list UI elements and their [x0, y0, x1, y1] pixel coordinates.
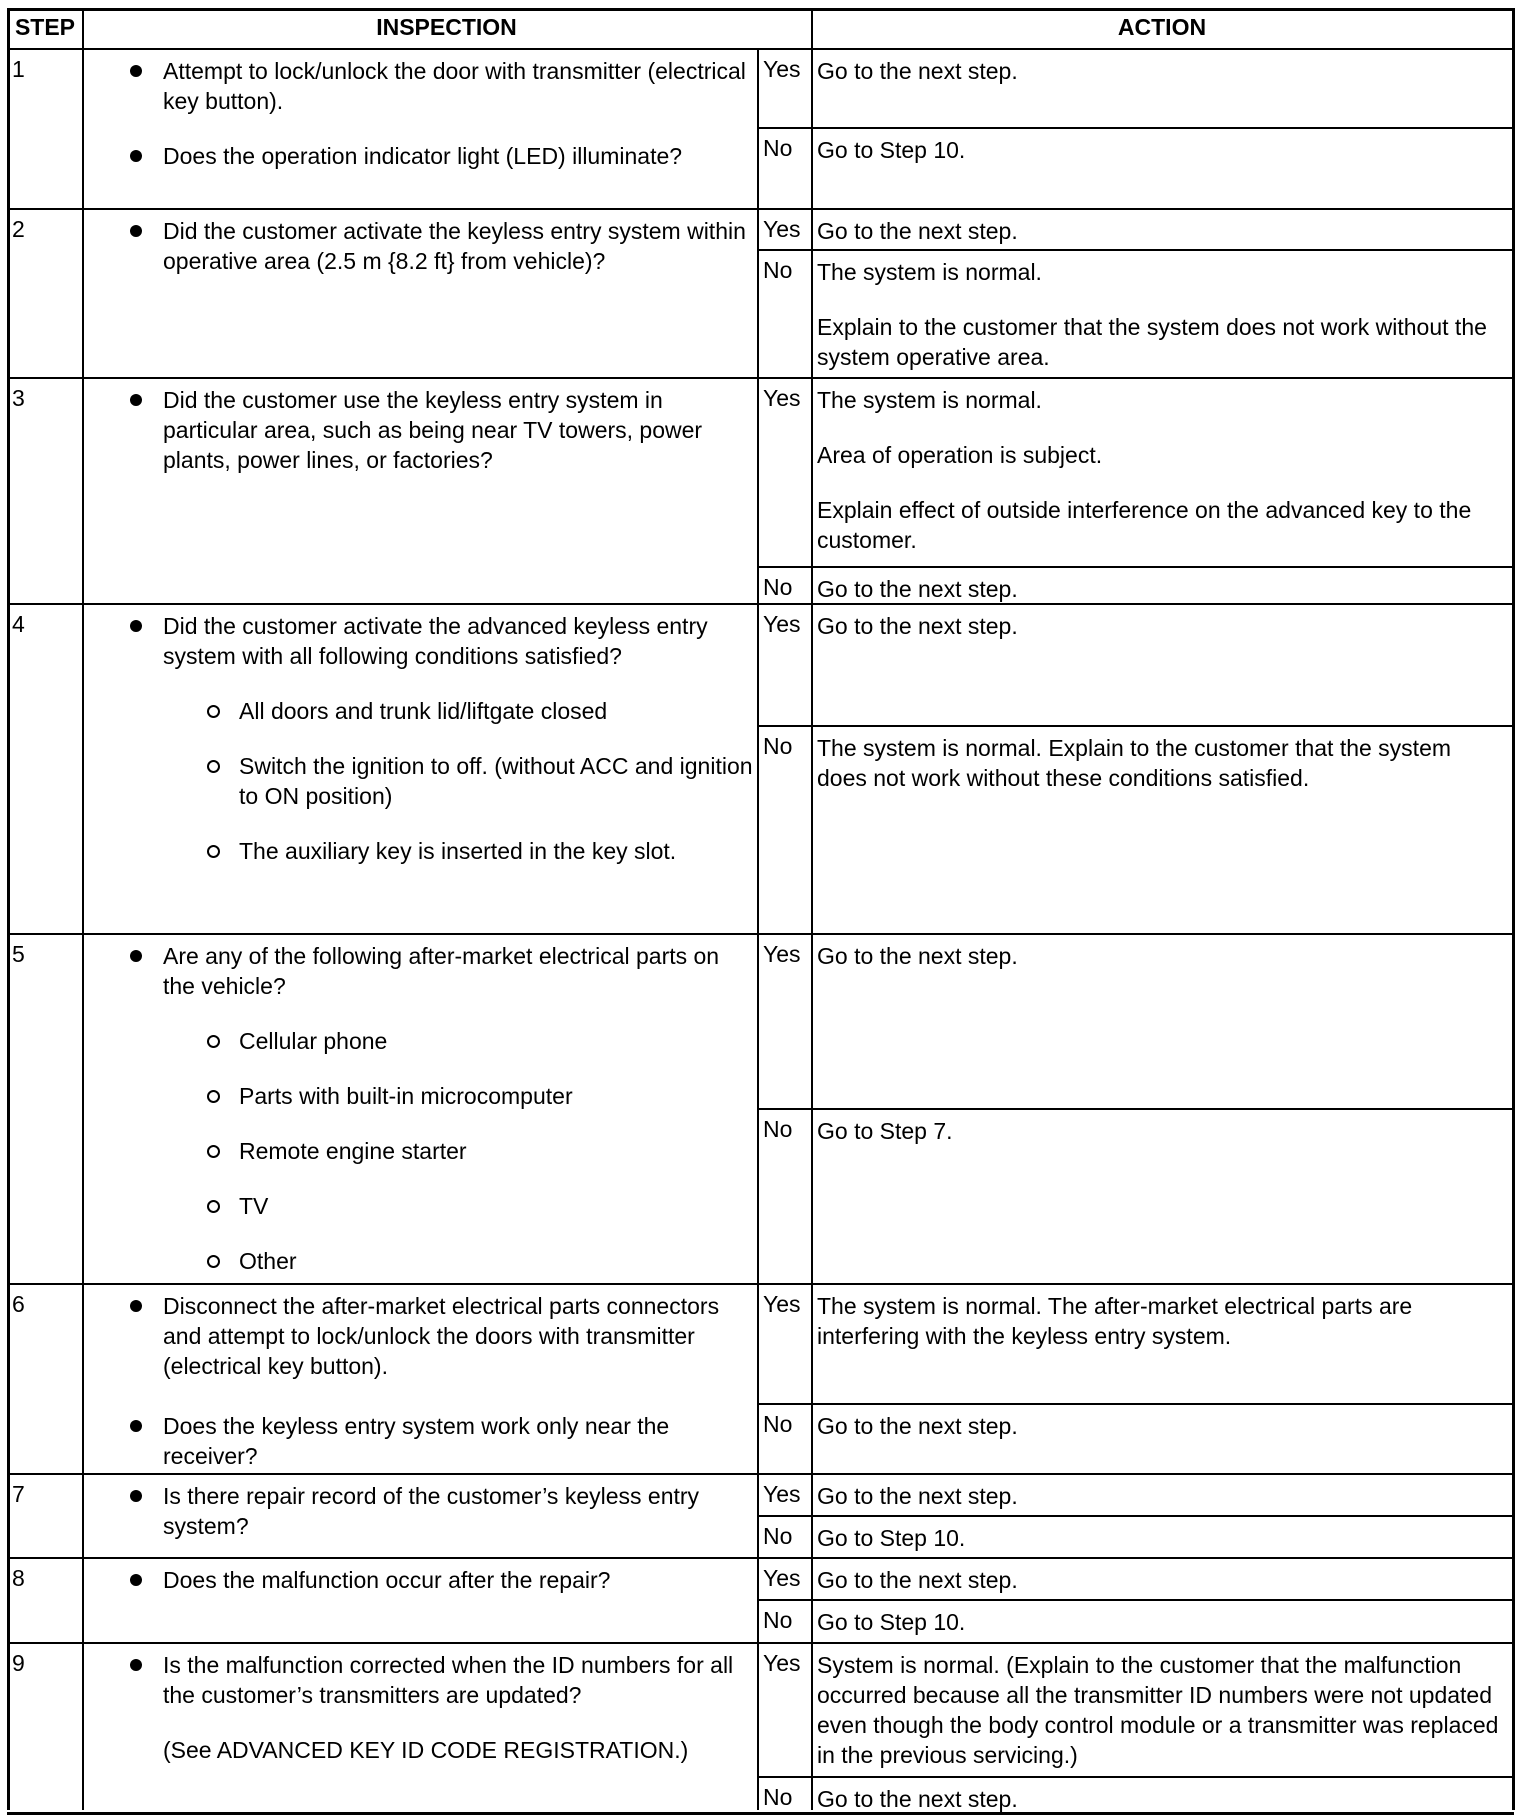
answer-no: No — [763, 135, 793, 161]
answer-no: No — [763, 1607, 793, 1633]
action-text: Go to Step 10. — [817, 1525, 966, 1551]
table-rule — [8, 1473, 1513, 1475]
action-cell — [811, 725, 1513, 933]
action-cell — [811, 208, 1513, 249]
inspection-item: Did the customer activate the advanced keyless entry system with all following conditions satisfied? — [82, 611, 757, 671]
inspection-subitem: Cellular phone — [82, 1026, 757, 1056]
table-rule — [8, 208, 1513, 210]
answer-yes: Yes — [763, 56, 801, 82]
step-number: 8 — [12, 1565, 25, 1591]
step-number: 5 — [12, 941, 25, 967]
action-cell — [811, 1642, 1513, 1776]
action-cell — [811, 1557, 1513, 1599]
header-action: ACTION — [1117, 14, 1207, 40]
inspection-cell — [82, 1557, 757, 1642]
answer-no: No — [763, 733, 793, 759]
inspection-cell — [82, 1642, 757, 1818]
inspection-subitem: Remote engine starter — [82, 1136, 757, 1166]
action-cell — [811, 1108, 1513, 1283]
action-cell — [811, 249, 1513, 377]
table-rule — [1512, 8, 1515, 1810]
inspection-item: Does the keyless entry system work only near the receiver? — [82, 1411, 757, 1471]
inspection-cell — [82, 48, 757, 208]
inspection-item: Did the customer activate the keyless entry system within operative area (2.5 m {8.2 ft} from vehicle)? — [82, 216, 757, 276]
action-cell — [811, 377, 1513, 566]
answer-yes: Yes — [763, 1291, 801, 1317]
inspection-subitem: Other — [82, 1246, 757, 1276]
table-rule — [7, 1812, 1514, 1815]
action-cell — [811, 1515, 1513, 1557]
action-text: Explain to the customer that the system does not work without the system operative area. — [817, 314, 1487, 370]
table-rule — [757, 566, 1513, 568]
inspection-subitem: The auxiliary key is inserted in the key slot. — [82, 836, 757, 866]
table-rule — [811, 8, 813, 1810]
table-rule — [8, 603, 1513, 605]
step-number: 2 — [12, 216, 25, 242]
inspection-cell — [82, 208, 757, 377]
inspection-item: Is there repair record of the customer’s keyless entry system? — [82, 1481, 757, 1541]
action-text: Go to Step 10. — [817, 137, 966, 163]
action-text: Go to Step 10. — [817, 1609, 966, 1635]
inspection-subitem: All doors and trunk lid/liftgate closed — [82, 696, 757, 726]
step-number: 6 — [12, 1291, 25, 1317]
inspection-subitem: Parts with built-in microcomputer — [82, 1081, 757, 1111]
answer-no: No — [763, 1784, 793, 1810]
action-cell — [811, 48, 1513, 127]
inspection-item: Does the malfunction occur after the repair? — [82, 1565, 757, 1595]
answer-no: No — [763, 257, 793, 283]
table-rule — [757, 127, 1513, 129]
action-cell — [811, 566, 1513, 603]
inspection-cell — [82, 603, 757, 933]
action-text: Go to the next step. — [817, 1413, 1018, 1439]
action-text: The system is normal. The after-market electrical parts are interfering with the keyless entry system. — [817, 1293, 1413, 1349]
action-text: Explain effect of outside interference on the advanced key to the customer. — [817, 497, 1472, 553]
answer-yes: Yes — [763, 216, 801, 242]
action-text: Go to the next step. — [817, 58, 1018, 84]
action-cell — [811, 1473, 1513, 1515]
action-text: The system is normal. — [817, 387, 1042, 413]
action-text: The system is normal. — [817, 259, 1042, 285]
answer-no: No — [763, 574, 793, 600]
answer-yes: Yes — [763, 941, 801, 967]
action-text: System is normal. (Explain to the customer that the malfunction occurred because all the transmitter ID numbers were not updated even though the body control module or a transmitter was replaced in the previous servicing.) — [817, 1652, 1499, 1768]
step-number: 1 — [12, 56, 25, 82]
inspection-subitem: TV — [82, 1191, 757, 1221]
header-step: STEP — [14, 14, 76, 40]
answer-no: No — [763, 1116, 793, 1142]
action-cell — [811, 1283, 1513, 1403]
action-text: Go to the next step. — [817, 1483, 1018, 1509]
action-text: Go to the next step. — [817, 613, 1018, 639]
inspection-cell — [82, 1473, 757, 1557]
action-text: The system is normal. Explain to the customer that the system does not work without these conditions satisfied. — [817, 735, 1452, 791]
inspection-subitem: Switch the ignition to off. (without ACC and ignition to ON position) — [82, 751, 757, 811]
table-rule — [757, 1108, 1513, 1110]
table-rule — [8, 1283, 1513, 1285]
action-cell — [811, 1403, 1513, 1473]
action-text: Go to the next step. — [817, 1786, 1018, 1812]
inspection-cell — [82, 1283, 757, 1473]
answer-yes: Yes — [763, 1481, 801, 1507]
answer-no: No — [763, 1411, 793, 1437]
inspection-item: Attempt to lock/unlock the door with transmitter (electrical key button). — [82, 56, 757, 116]
table-rule — [757, 249, 1513, 251]
table-rule — [757, 1515, 1513, 1517]
table-rule — [757, 1599, 1513, 1601]
action-cell — [811, 933, 1513, 1108]
action-text: Go to the next step. — [817, 1567, 1018, 1593]
inspection-cell — [82, 933, 757, 1283]
table-rule — [8, 1642, 1513, 1644]
action-text: Go to the next step. — [817, 576, 1018, 602]
action-cell — [811, 603, 1513, 725]
inspection-item: Are any of the following after-market electrical parts on the vehicle? — [82, 941, 757, 1001]
action-text: Go to the next step. — [817, 943, 1018, 969]
table-rule — [8, 933, 1513, 935]
inspection-cell — [82, 377, 757, 603]
table-rule — [7, 8, 10, 1810]
table-rule — [757, 1403, 1513, 1405]
step-number: 4 — [12, 611, 25, 637]
header-inspection: INSPECTION — [376, 14, 517, 40]
table-rule — [7, 48, 1514, 50]
action-cell — [811, 1599, 1513, 1642]
table-rule — [8, 1557, 1513, 1559]
answer-no: No — [763, 1523, 793, 1549]
step-number: 9 — [12, 1650, 25, 1676]
action-text: Area of operation is subject. — [817, 442, 1103, 468]
table-rule — [82, 8, 84, 1810]
answer-yes: Yes — [763, 1650, 801, 1676]
inspection-reference: (See ADVANCED KEY ID CODE REGISTRATION.) — [163, 1737, 689, 1763]
answer-yes: Yes — [763, 611, 801, 637]
table-rule — [757, 48, 759, 1810]
action-cell — [811, 127, 1513, 208]
step-number: 7 — [12, 1481, 25, 1507]
table-rule — [8, 377, 1513, 379]
table-rule — [757, 1776, 1513, 1778]
inspection-item: Disconnect the after-market electrical parts connectors and attempt to lock/unlock the doors with transmitter (electrical key button). — [82, 1291, 757, 1381]
inspection-item: Is the malfunction corrected when the ID numbers for all the customer’s transmitters are updated? — [82, 1650, 757, 1710]
action-text: Go to Step 7. — [817, 1118, 953, 1144]
table-rule — [7, 8, 1514, 11]
inspection-item: Does the operation indicator light (LED) illuminate? — [82, 141, 757, 171]
inspection-item: Did the customer use the keyless entry system in particular area, such as being near TV towers, power plants, power lines, or factories? — [82, 385, 757, 475]
action-text: Go to the next step. — [817, 218, 1018, 244]
step-number: 3 — [12, 385, 25, 411]
answer-yes: Yes — [763, 1565, 801, 1591]
answer-yes: Yes — [763, 385, 801, 411]
table-rule — [757, 725, 1513, 727]
